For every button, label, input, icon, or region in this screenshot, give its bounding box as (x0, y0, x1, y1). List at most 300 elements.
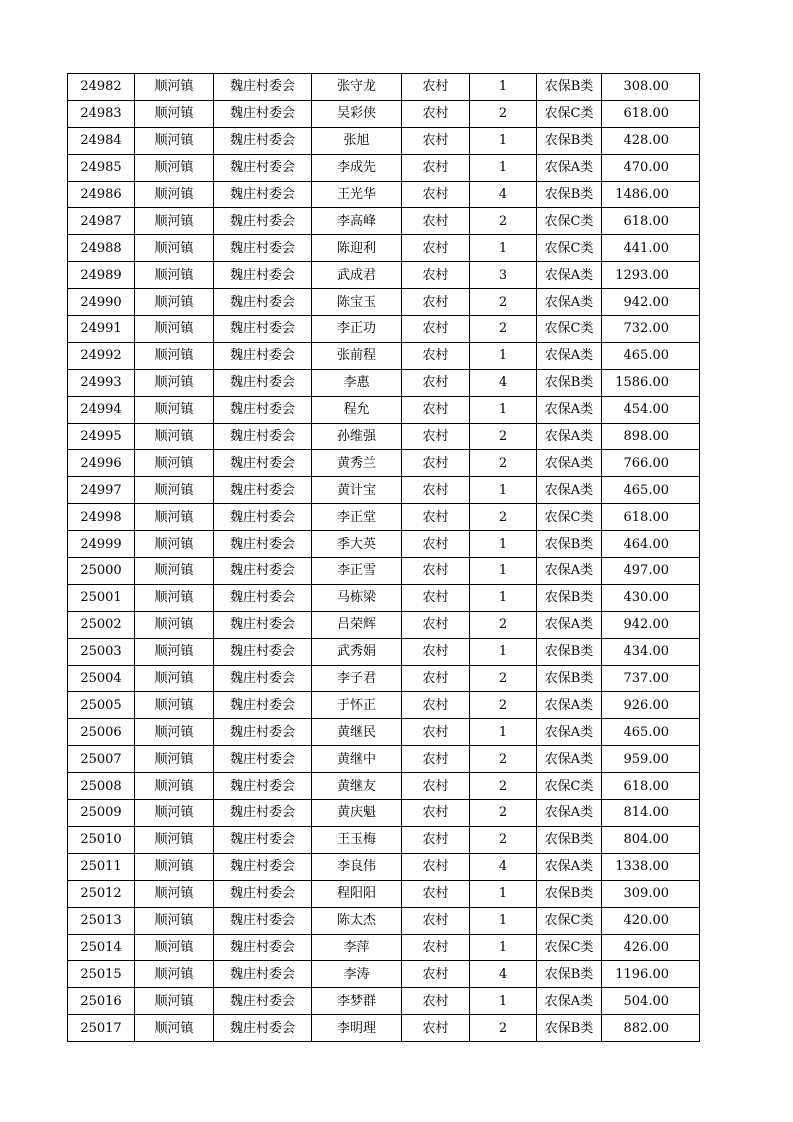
record-id-cell: 24996 (68, 450, 135, 477)
household-count-cell: 2 (470, 1015, 537, 1042)
person-name-cell: 武成君 (312, 262, 402, 289)
amount-cell: 504.00 (602, 988, 700, 1015)
record-id-cell: 24985 (68, 154, 135, 181)
area-type-cell: 农村 (402, 584, 470, 611)
household-count-cell: 1 (470, 558, 537, 585)
table-row (68, 692, 700, 719)
records-body (68, 74, 700, 1042)
record-id-cell: 24998 (68, 504, 135, 531)
record-id-cell: 25012 (68, 880, 135, 907)
table-row (68, 235, 700, 262)
household-count-cell: 1 (470, 638, 537, 665)
person-name-cell: 马栋梁 (312, 584, 402, 611)
area-type-cell: 农村 (402, 477, 470, 504)
insurance-category-cell: 农保A类 (537, 289, 602, 316)
amount-cell: 434.00 (602, 638, 700, 665)
area-type-cell: 农村 (402, 504, 470, 531)
person-name-cell: 孙维强 (312, 423, 402, 450)
town-cell: 顺河镇 (135, 1015, 214, 1042)
village-committee-cell: 魏庄村委会 (214, 74, 312, 101)
table-row (68, 934, 700, 961)
amount-cell: 1338.00 (602, 853, 700, 880)
area-type-cell: 农村 (402, 181, 470, 208)
person-name-cell: 于怀正 (312, 692, 402, 719)
table-row (68, 423, 700, 450)
record-id-cell: 24994 (68, 396, 135, 423)
amount-cell: 618.00 (602, 100, 700, 127)
amount-cell: 465.00 (602, 477, 700, 504)
insurance-category-cell: 农保B类 (537, 665, 602, 692)
amount-cell: 814.00 (602, 800, 700, 827)
town-cell: 顺河镇 (135, 961, 214, 988)
table-row (68, 880, 700, 907)
household-count-cell: 2 (470, 800, 537, 827)
town-cell: 顺河镇 (135, 746, 214, 773)
amount-cell: 464.00 (602, 531, 700, 558)
record-id-cell: 25001 (68, 584, 135, 611)
insurance-category-cell: 农保A类 (537, 477, 602, 504)
amount-cell: 618.00 (602, 208, 700, 235)
village-committee-cell: 魏庄村委会 (214, 934, 312, 961)
insurance-category-cell: 农保A类 (537, 423, 602, 450)
person-name-cell: 李明理 (312, 1015, 402, 1042)
insurance-category-cell: 农保A类 (537, 719, 602, 746)
record-id-cell: 25006 (68, 719, 135, 746)
amount-cell: 618.00 (602, 504, 700, 531)
area-type-cell: 农村 (402, 450, 470, 477)
amount-cell: 942.00 (602, 611, 700, 638)
town-cell: 顺河镇 (135, 289, 214, 316)
record-id-cell: 25014 (68, 934, 135, 961)
area-type-cell: 农村 (402, 558, 470, 585)
area-type-cell: 农村 (402, 853, 470, 880)
insurance-category-cell: 农保A类 (537, 262, 602, 289)
insurance-category-cell: 农保A类 (537, 746, 602, 773)
person-name-cell: 张守龙 (312, 74, 402, 101)
record-id-cell: 25009 (68, 800, 135, 827)
insurance-category-cell: 农保C类 (537, 773, 602, 800)
village-committee-cell: 魏庄村委会 (214, 692, 312, 719)
village-committee-cell: 魏庄村委会 (214, 154, 312, 181)
person-name-cell: 黄庆魁 (312, 800, 402, 827)
person-name-cell: 李子君 (312, 665, 402, 692)
table-row (68, 826, 700, 853)
household-count-cell: 3 (470, 262, 537, 289)
person-name-cell: 吕荣辉 (312, 611, 402, 638)
village-committee-cell: 魏庄村委会 (214, 477, 312, 504)
record-id-cell: 25008 (68, 773, 135, 800)
town-cell: 顺河镇 (135, 558, 214, 585)
insurance-category-cell: 农保C类 (537, 934, 602, 961)
record-id-cell: 24997 (68, 477, 135, 504)
town-cell: 顺河镇 (135, 450, 214, 477)
area-type-cell: 农村 (402, 316, 470, 343)
record-id-cell: 25007 (68, 746, 135, 773)
table-row (68, 773, 700, 800)
village-committee-cell: 魏庄村委会 (214, 531, 312, 558)
area-type-cell: 农村 (402, 638, 470, 665)
household-count-cell: 1 (470, 934, 537, 961)
town-cell: 顺河镇 (135, 100, 214, 127)
person-name-cell: 吴彩侠 (312, 100, 402, 127)
town-cell: 顺河镇 (135, 127, 214, 154)
household-count-cell: 1 (470, 74, 537, 101)
amount-cell: 454.00 (602, 396, 700, 423)
village-committee-cell: 魏庄村委会 (214, 773, 312, 800)
table-row (68, 531, 700, 558)
record-id-cell: 24999 (68, 531, 135, 558)
village-committee-cell: 魏庄村委会 (214, 127, 312, 154)
amount-cell: 618.00 (602, 773, 700, 800)
household-count-cell: 1 (470, 477, 537, 504)
table-row (68, 369, 700, 396)
household-count-cell: 2 (470, 208, 537, 235)
record-id-cell: 24992 (68, 342, 135, 369)
table-row (68, 853, 700, 880)
village-committee-cell: 魏庄村委会 (214, 396, 312, 423)
area-type-cell: 农村 (402, 773, 470, 800)
area-type-cell: 农村 (402, 100, 470, 127)
village-committee-cell: 魏庄村委会 (214, 504, 312, 531)
table-row (68, 961, 700, 988)
insurance-category-cell: 农保A类 (537, 988, 602, 1015)
record-id-cell: 25000 (68, 558, 135, 585)
table-row (68, 1015, 700, 1042)
person-name-cell: 黄计宝 (312, 477, 402, 504)
table-row (68, 100, 700, 127)
village-committee-cell: 魏庄村委会 (214, 289, 312, 316)
town-cell: 顺河镇 (135, 584, 214, 611)
household-count-cell: 1 (470, 880, 537, 907)
area-type-cell: 农村 (402, 880, 470, 907)
table-row (68, 342, 700, 369)
person-name-cell: 陈太杰 (312, 907, 402, 934)
household-count-cell: 2 (470, 289, 537, 316)
amount-cell: 497.00 (602, 558, 700, 585)
insurance-category-cell: 农保B类 (537, 369, 602, 396)
person-name-cell: 李成先 (312, 154, 402, 181)
household-count-cell: 2 (470, 504, 537, 531)
insurance-category-cell: 农保C类 (537, 907, 602, 934)
person-name-cell: 王玉梅 (312, 826, 402, 853)
household-count-cell: 1 (470, 342, 537, 369)
insurance-category-cell: 农保A类 (537, 692, 602, 719)
table-row (68, 584, 700, 611)
insurance-category-cell: 农保B类 (537, 181, 602, 208)
household-count-cell: 4 (470, 181, 537, 208)
record-id-cell: 24983 (68, 100, 135, 127)
table-row (68, 262, 700, 289)
area-type-cell: 农村 (402, 934, 470, 961)
insurance-category-cell: 农保B类 (537, 127, 602, 154)
village-committee-cell: 魏庄村委会 (214, 746, 312, 773)
town-cell: 顺河镇 (135, 531, 214, 558)
person-name-cell: 李正堂 (312, 504, 402, 531)
person-name-cell: 黄继友 (312, 773, 402, 800)
record-id-cell: 25011 (68, 853, 135, 880)
town-cell: 顺河镇 (135, 665, 214, 692)
town-cell: 顺河镇 (135, 504, 214, 531)
insurance-category-cell: 农保A类 (537, 558, 602, 585)
town-cell: 顺河镇 (135, 773, 214, 800)
town-cell: 顺河镇 (135, 988, 214, 1015)
amount-cell: 1586.00 (602, 369, 700, 396)
record-id-cell: 24989 (68, 262, 135, 289)
village-committee-cell: 魏庄村委会 (214, 719, 312, 746)
town-cell: 顺河镇 (135, 826, 214, 853)
area-type-cell: 农村 (402, 826, 470, 853)
table-row (68, 800, 700, 827)
area-type-cell: 农村 (402, 262, 470, 289)
amount-cell: 926.00 (602, 692, 700, 719)
area-type-cell: 农村 (402, 74, 470, 101)
area-type-cell: 农村 (402, 369, 470, 396)
table-row (68, 611, 700, 638)
household-count-cell: 2 (470, 746, 537, 773)
area-type-cell: 农村 (402, 719, 470, 746)
area-type-cell: 农村 (402, 907, 470, 934)
amount-cell: 959.00 (602, 746, 700, 773)
table-row (68, 638, 700, 665)
records-table (67, 73, 700, 1042)
table-row (68, 988, 700, 1015)
insurance-category-cell: 农保C类 (537, 316, 602, 343)
town-cell: 顺河镇 (135, 262, 214, 289)
household-count-cell: 2 (470, 665, 537, 692)
person-name-cell: 程允 (312, 396, 402, 423)
area-type-cell: 农村 (402, 665, 470, 692)
amount-cell: 428.00 (602, 127, 700, 154)
town-cell: 顺河镇 (135, 692, 214, 719)
amount-cell: 308.00 (602, 74, 700, 101)
record-id-cell: 25003 (68, 638, 135, 665)
area-type-cell: 农村 (402, 1015, 470, 1042)
town-cell: 顺河镇 (135, 423, 214, 450)
person-name-cell: 李正功 (312, 316, 402, 343)
person-name-cell: 黄继中 (312, 746, 402, 773)
household-count-cell: 1 (470, 531, 537, 558)
village-committee-cell: 魏庄村委会 (214, 988, 312, 1015)
household-count-cell: 1 (470, 719, 537, 746)
village-committee-cell: 魏庄村委会 (214, 558, 312, 585)
table-row (68, 181, 700, 208)
town-cell: 顺河镇 (135, 800, 214, 827)
area-type-cell: 农村 (402, 289, 470, 316)
amount-cell: 804.00 (602, 826, 700, 853)
record-id-cell: 25004 (68, 665, 135, 692)
household-count-cell: 1 (470, 396, 537, 423)
table-row (68, 746, 700, 773)
table-row (68, 74, 700, 101)
insurance-category-cell: 农保A类 (537, 800, 602, 827)
person-name-cell: 李正雪 (312, 558, 402, 585)
area-type-cell: 农村 (402, 746, 470, 773)
household-count-cell: 2 (470, 773, 537, 800)
record-id-cell: 24986 (68, 181, 135, 208)
town-cell: 顺河镇 (135, 880, 214, 907)
record-id-cell: 24987 (68, 208, 135, 235)
table-row (68, 558, 700, 585)
household-count-cell: 2 (470, 316, 537, 343)
insurance-category-cell: 农保A类 (537, 450, 602, 477)
area-type-cell: 农村 (402, 396, 470, 423)
insurance-category-cell: 农保A类 (537, 853, 602, 880)
town-cell: 顺河镇 (135, 74, 214, 101)
amount-cell: 465.00 (602, 719, 700, 746)
insurance-category-cell: 农保A类 (537, 154, 602, 181)
record-id-cell: 24984 (68, 127, 135, 154)
amount-cell: 737.00 (602, 665, 700, 692)
town-cell: 顺河镇 (135, 208, 214, 235)
village-committee-cell: 魏庄村委会 (214, 611, 312, 638)
insurance-category-cell: 农保A类 (537, 396, 602, 423)
person-name-cell: 李涛 (312, 961, 402, 988)
household-count-cell: 2 (470, 423, 537, 450)
village-committee-cell: 魏庄村委会 (214, 369, 312, 396)
record-id-cell: 25016 (68, 988, 135, 1015)
village-committee-cell: 魏庄村委会 (214, 826, 312, 853)
person-name-cell: 王光华 (312, 181, 402, 208)
record-id-cell: 25013 (68, 907, 135, 934)
record-id-cell: 24995 (68, 423, 135, 450)
person-name-cell: 程阳阳 (312, 880, 402, 907)
town-cell: 顺河镇 (135, 719, 214, 746)
village-committee-cell: 魏庄村委会 (214, 181, 312, 208)
amount-cell: 426.00 (602, 934, 700, 961)
household-count-cell: 4 (470, 853, 537, 880)
town-cell: 顺河镇 (135, 316, 214, 343)
table-row (68, 154, 700, 181)
amount-cell: 465.00 (602, 342, 700, 369)
record-id-cell: 24991 (68, 316, 135, 343)
village-committee-cell: 魏庄村委会 (214, 423, 312, 450)
insurance-category-cell: 农保A类 (537, 342, 602, 369)
area-type-cell: 农村 (402, 235, 470, 262)
household-count-cell: 2 (470, 611, 537, 638)
village-committee-cell: 魏庄村委会 (214, 665, 312, 692)
person-name-cell: 李高峰 (312, 208, 402, 235)
person-name-cell: 武秀娟 (312, 638, 402, 665)
insurance-category-cell: 农保B类 (537, 638, 602, 665)
household-count-cell: 1 (470, 127, 537, 154)
household-count-cell: 1 (470, 907, 537, 934)
person-name-cell: 季大英 (312, 531, 402, 558)
amount-cell: 1486.00 (602, 181, 700, 208)
table-row (68, 316, 700, 343)
table-row (68, 719, 700, 746)
table-row (68, 504, 700, 531)
insurance-category-cell: 农保C类 (537, 208, 602, 235)
record-id-cell: 25002 (68, 611, 135, 638)
person-name-cell: 黄秀兰 (312, 450, 402, 477)
household-count-cell: 2 (470, 100, 537, 127)
area-type-cell: 农村 (402, 531, 470, 558)
household-count-cell: 2 (470, 826, 537, 853)
household-count-cell: 1 (470, 235, 537, 262)
amount-cell: 309.00 (602, 880, 700, 907)
record-id-cell: 24982 (68, 74, 135, 101)
amount-cell: 882.00 (602, 1015, 700, 1042)
person-name-cell: 陈迎利 (312, 235, 402, 262)
record-id-cell: 24993 (68, 369, 135, 396)
amount-cell: 1196.00 (602, 961, 700, 988)
table-row (68, 477, 700, 504)
village-committee-cell: 魏庄村委会 (214, 235, 312, 262)
area-type-cell: 农村 (402, 154, 470, 181)
insurance-category-cell: 农保A类 (537, 611, 602, 638)
village-committee-cell: 魏庄村委会 (214, 1015, 312, 1042)
village-committee-cell: 魏庄村委会 (214, 100, 312, 127)
table-row (68, 907, 700, 934)
village-committee-cell: 魏庄村委会 (214, 584, 312, 611)
village-committee-cell: 魏庄村委会 (214, 638, 312, 665)
amount-cell: 766.00 (602, 450, 700, 477)
person-name-cell: 李梦群 (312, 988, 402, 1015)
town-cell: 顺河镇 (135, 154, 214, 181)
household-count-cell: 2 (470, 692, 537, 719)
insurance-category-cell: 农保B类 (537, 531, 602, 558)
person-name-cell: 张旭 (312, 127, 402, 154)
table-row (68, 289, 700, 316)
table-row (68, 450, 700, 477)
household-count-cell: 4 (470, 369, 537, 396)
amount-cell: 430.00 (602, 584, 700, 611)
town-cell: 顺河镇 (135, 907, 214, 934)
town-cell: 顺河镇 (135, 181, 214, 208)
area-type-cell: 农村 (402, 208, 470, 235)
village-committee-cell: 魏庄村委会 (214, 262, 312, 289)
household-count-cell: 1 (470, 584, 537, 611)
town-cell: 顺河镇 (135, 853, 214, 880)
area-type-cell: 农村 (402, 988, 470, 1015)
area-type-cell: 农村 (402, 692, 470, 719)
insurance-category-cell: 农保B类 (537, 961, 602, 988)
insurance-category-cell: 农保C类 (537, 235, 602, 262)
record-id-cell: 24988 (68, 235, 135, 262)
area-type-cell: 农村 (402, 342, 470, 369)
town-cell: 顺河镇 (135, 369, 214, 396)
household-count-cell: 1 (470, 154, 537, 181)
town-cell: 顺河镇 (135, 235, 214, 262)
table-row (68, 208, 700, 235)
insurance-category-cell: 农保C类 (537, 100, 602, 127)
area-type-cell: 农村 (402, 800, 470, 827)
town-cell: 顺河镇 (135, 477, 214, 504)
table-row (68, 127, 700, 154)
village-committee-cell: 魏庄村委会 (214, 342, 312, 369)
person-name-cell: 黄继民 (312, 719, 402, 746)
insurance-category-cell: 农保B类 (537, 880, 602, 907)
village-committee-cell: 魏庄村委会 (214, 961, 312, 988)
town-cell: 顺河镇 (135, 611, 214, 638)
record-id-cell: 25015 (68, 961, 135, 988)
insurance-category-cell: 农保C类 (537, 504, 602, 531)
household-count-cell: 4 (470, 961, 537, 988)
village-committee-cell: 魏庄村委会 (214, 907, 312, 934)
amount-cell: 1293.00 (602, 262, 700, 289)
town-cell: 顺河镇 (135, 342, 214, 369)
record-id-cell: 25010 (68, 826, 135, 853)
area-type-cell: 农村 (402, 127, 470, 154)
insurance-category-cell: 农保B类 (537, 584, 602, 611)
person-name-cell: 李惠 (312, 369, 402, 396)
village-committee-cell: 魏庄村委会 (214, 316, 312, 343)
village-committee-cell: 魏庄村委会 (214, 800, 312, 827)
area-type-cell: 农村 (402, 611, 470, 638)
insurance-category-cell: 农保B类 (537, 74, 602, 101)
amount-cell: 470.00 (602, 154, 700, 181)
person-name-cell: 张前程 (312, 342, 402, 369)
